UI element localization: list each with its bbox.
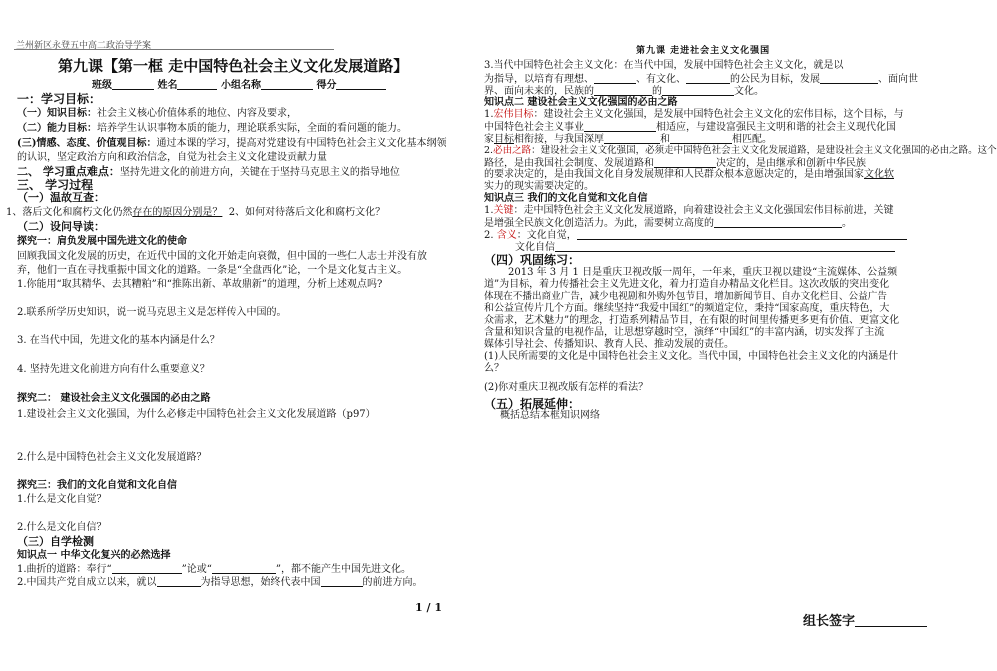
fill-blank[interactable] — [820, 73, 878, 84]
score-label: 得分 — [316, 80, 337, 91]
explore-2-title: 探究二： 建设社会主义文化强国的必由之路 — [17, 393, 211, 404]
culture-def-l1: 3.当代中国特色社会主义文化：在当代中国，发展中国特色社会主义文化，就是以 — [484, 60, 844, 71]
k1-l2a: 2.中国共产党自成立以来，就以 — [17, 577, 157, 588]
k3-l1b: ：走中国特色社会主义文化发展道路，向着建设社会主义文化强国宏伟目标前进，关键 — [513, 205, 894, 216]
k2-l2a: 中国特色社会主义事业 — [484, 122, 584, 133]
k2-l1b: ：建设社会主义文化强国，是发展中国特色社会主义文化的宏伟目标，这个目标，与 — [533, 109, 904, 120]
goal-ability-text: 培养学生认识事物本质的能力，理论联系实际，全面的看问题的能力。 — [97, 123, 407, 134]
knowledge-3-title: 知识点三 我们的文化自觉和文化自信 — [484, 193, 648, 204]
fill-blank[interactable] — [321, 576, 363, 587]
k2-red-path: 必由之路 — [493, 145, 532, 156]
section-learning-goals: 一：学习目标： — [17, 92, 102, 106]
exercise-p4: 和公益宣传片几个方面。继续坚持“我爱中国红”的频道定位，秉持“国家高度，重庆特色，大 — [484, 303, 890, 314]
section-review: （一）温故互查： — [17, 191, 105, 204]
knowledge-2-title: 知识点二 建设社会主义文化强国的必由之路 — [484, 97, 678, 108]
page-title: 第九课【第一框 走中国特色社会主义文化发展道路】 — [58, 57, 409, 75]
k3-l3a: 2. — [484, 230, 497, 241]
r1-b2: 、有文化、 — [636, 74, 686, 85]
k1-l1c: ”，都不能产生中国先进文化。 — [275, 564, 412, 575]
exercise-q1b: 么？ — [484, 363, 504, 374]
goal-values-cont: 的认识，坚定政治方向和政治信念，自觉为社会主义文化建设贡献力量 — [17, 152, 327, 163]
knowledge-2-l6 — [484, 169, 894, 181]
class-blank — [112, 79, 154, 90]
explore-1-q4: 4. 坚持先进文化前进方向有什么重要意义？ — [17, 364, 210, 375]
explore-2-q2: 2.什么是中国特色社会主义文化发展道路？ — [17, 452, 207, 463]
section-practice: （四）巩固练习： — [484, 253, 581, 267]
class-label: 班级 — [92, 80, 112, 91]
key-points-label: 二、 学习重点难点： — [17, 165, 120, 178]
r1-c2: 的 — [652, 86, 662, 97]
signature-label: 组长签字 — [803, 614, 856, 629]
knowledge-2-l1 — [484, 109, 904, 121]
review-questions — [6, 207, 385, 219]
goal-ability-label: （二）能力目标： — [17, 123, 97, 134]
fill-blank[interactable] — [577, 229, 907, 240]
exercise-p3: 体现在不播出商业广告，减少电视剧和外购外包节目，增加新闻节目、自办文化栏目、公益广告 — [484, 291, 887, 302]
k2-l6u: 文化软 — [864, 169, 894, 180]
goal-knowledge-text: 社会主义核心价值体系的地位、内容及要求， — [97, 108, 297, 119]
explore-1-q1: 1.你能用“取其精华、去其糟粕”和“推陈出新、革故鼎新”的道理，分析上述观点吗? — [17, 279, 383, 290]
review-q1a: 1、落后文化和腐朽文化仍然 — [6, 207, 133, 218]
section-self-test: （三）自学检测 — [17, 535, 94, 548]
key-points-text: 坚持先进文化的前进方向，关键在于坚持马克思主义的指导地位 — [119, 167, 400, 178]
explore-1-p1: 回顾我国文化发展的历史，在近代中国的文化开始走向衰微，但中国的一些仁人志士并没有放 — [17, 251, 427, 262]
fill-blank[interactable] — [686, 73, 730, 84]
fill-blank[interactable] — [594, 73, 636, 84]
k2-l5b: 决定的，是由继承和创新中华民族 — [716, 158, 866, 169]
fill-blank[interactable] — [157, 576, 201, 587]
exercise-p1: 2013 年 3 月 1 日是重庆卫视改版一周年，一年来，重庆卫视以建设“主流媒体、公益频 — [508, 267, 898, 278]
k3-l2end: 。 — [842, 218, 852, 229]
review-q2: 2、如何对待落后文化和腐朽文化？ — [228, 207, 386, 218]
k3-l4: 文化自信 — [515, 242, 555, 253]
explore-3-q2: 2.什么是文化自信？ — [17, 522, 107, 533]
k3-l1a: 1. — [484, 205, 494, 216]
fill-blank[interactable] — [212, 563, 276, 574]
k2-red-goal: 宏伟目标 — [493, 109, 534, 120]
exercise-p6: 含量和知识含量的电视作品，让思想穿越时空，演绎“中国红”的丰富内涵，切实发挥了主流 — [484, 327, 885, 338]
k2-l1a: 1. — [484, 109, 494, 120]
name-label: 姓名 — [157, 80, 178, 91]
k2-l4a: 2. — [484, 145, 494, 156]
k2-l3c: 相衔接，与我国深厚 — [514, 134, 604, 145]
r1-b1: 为指导，以培育有理想、 — [484, 74, 594, 85]
header-left: 兰州新区永登五中高二政治导学案 — [16, 41, 152, 51]
exercise-p5: 众需求，艺术魅力”的理念，打造系列精品节目，在有限的时间里传播更多更有价值、更富文化 — [484, 315, 900, 326]
explore-2-q1: 1.建设社会主义文化强国，为什么必修走中国特色社会主义文化发展道路（p97） — [17, 409, 376, 420]
k2-l3d: 和 — [660, 134, 670, 145]
header-right: 第九课 走进社会主义文化强国 — [636, 46, 771, 56]
exercise-q1a: (1)人民所需要的文化是中国特色社会主义文化。当代中国，中国特色社会主义文化的内涵是什 — [484, 351, 899, 362]
knowledge-3-l1 — [484, 205, 894, 217]
goal-values-text: 通过本课的学习，提高对党建设有中国特色社会主义文化基本纲领 — [156, 138, 447, 149]
fill-blank[interactable] — [604, 133, 660, 144]
extension-text: 概括总结本框知识网络 — [500, 410, 600, 421]
group-label: 小组名称 — [220, 80, 261, 91]
explore-1-q3: 3. 在当代中国，先进文化的基本内涵是什么？ — [17, 335, 220, 346]
explore-3-q1: 1.什么是文化自觉？ — [17, 494, 107, 505]
fill-blank[interactable] — [112, 563, 182, 574]
explore-3-title: 探究三：我们的文化自觉和文化自信 — [17, 480, 177, 491]
explore-1-q2: 2.联系所学历史知识，说一说马克思主义是怎样传入中国的。 — [17, 307, 287, 318]
fill-blank[interactable] — [584, 121, 656, 132]
knowledge-1-l1 — [17, 563, 411, 576]
k2-l3a: 家 — [484, 134, 494, 145]
goal-values — [17, 138, 446, 150]
k2-l3e: 相匹配。 — [732, 134, 772, 145]
explore-1-title: 探究一：肩负发展中国先进文化的使命 — [17, 236, 187, 247]
k2-l2b: 相适应，与建设富强民主文明和谐的社会主义现代化国 — [656, 122, 896, 133]
fill-blank[interactable] — [714, 217, 842, 228]
k3-l3b: ：文化自觉， — [516, 230, 577, 241]
k2-l6: 的要求决定的，是由我国文化自身发展规律和人民群众根本意愿决定的，是由增强国家 — [484, 169, 864, 180]
knowledge-1-title: 知识点一 中华文化复兴的必然选择 — [17, 550, 171, 561]
section-guided-reading: （二）设问导读： — [17, 220, 105, 233]
knowledge-2-l7: 实力的现实需要决定的。 — [484, 181, 594, 192]
k2-l3b: 目标 — [494, 134, 514, 145]
review-q1b: 存在的原因分别是？ — [132, 207, 223, 218]
r1-b3: 的公民为目标，发展 — [730, 74, 820, 85]
knowledge-2-l4 — [484, 145, 997, 157]
k3-l2: 是增强全民族文化创造活力。为此，需要树立高度的 — [484, 218, 714, 229]
r1-c1: 界、面向未来的，民族的 — [484, 86, 594, 97]
section-process: 三、 学习过程 — [17, 178, 94, 192]
score-blank — [336, 79, 386, 90]
fill-blank[interactable] — [662, 85, 734, 96]
k2-l4b: ：建设社会主义文化强国，必须走中国特色社会主义文化发展道路，是建设社会主义文化强国的必由之路。这个 — [531, 145, 997, 156]
k1-l2b: 为指导思想，始终代表中国 — [200, 577, 321, 588]
name-blank — [177, 79, 217, 90]
goal-knowledge — [17, 108, 297, 120]
k3-red-meaning: 含义 — [496, 230, 517, 241]
info-row — [92, 79, 386, 92]
fill-blank[interactable] — [555, 241, 895, 252]
exercise-p7: 媒体引导社会、传播知识、教育人民、推动发展的责任。 — [484, 339, 734, 350]
exercise-p2: 道”为目标，着力传播社会主义先进文化，着力打造自办精品文化栏目。这次改版的突出变化 — [484, 279, 890, 290]
fill-blank[interactable] — [654, 157, 716, 168]
fill-blank[interactable] — [594, 85, 652, 96]
goal-ability — [17, 123, 407, 135]
signature-blank[interactable] — [855, 614, 927, 627]
knowledge-1-l2 — [17, 576, 423, 589]
group-blank — [261, 79, 313, 90]
k2-l5a: 路径，是由我国社会制度、发展道路和 — [484, 158, 654, 169]
k1-l2c: 的前进方向。 — [362, 577, 423, 588]
page-number: 1 / 1 — [415, 601, 442, 614]
explore-1-p2: 弃，他们一直在寻找重振中国文化的道路。一条是“全盘西化”论，一个是文化复古主义。 — [17, 265, 408, 276]
exercise-q2: (2)你对重庆卫视改版有怎样的看法？ — [484, 382, 649, 393]
r1-b4: 、面向世 — [878, 74, 918, 85]
section-extension: （五）拓展延伸： — [484, 397, 581, 411]
leader-signature — [803, 610, 927, 629]
goal-values-label: (三)情感、态度、价值观目标： — [17, 138, 157, 149]
k1-l1b: ”论或“ — [181, 564, 212, 575]
k3-red-key: 关键 — [493, 205, 514, 216]
goal-knowledge-label: （一）知识目标： — [17, 108, 97, 119]
fill-blank[interactable] — [670, 133, 732, 144]
k1-l1a: 1.曲折的道路：奉行“ — [17, 564, 112, 575]
r1-c3: 文化。 — [734, 86, 764, 97]
header-divider — [14, 49, 334, 50]
